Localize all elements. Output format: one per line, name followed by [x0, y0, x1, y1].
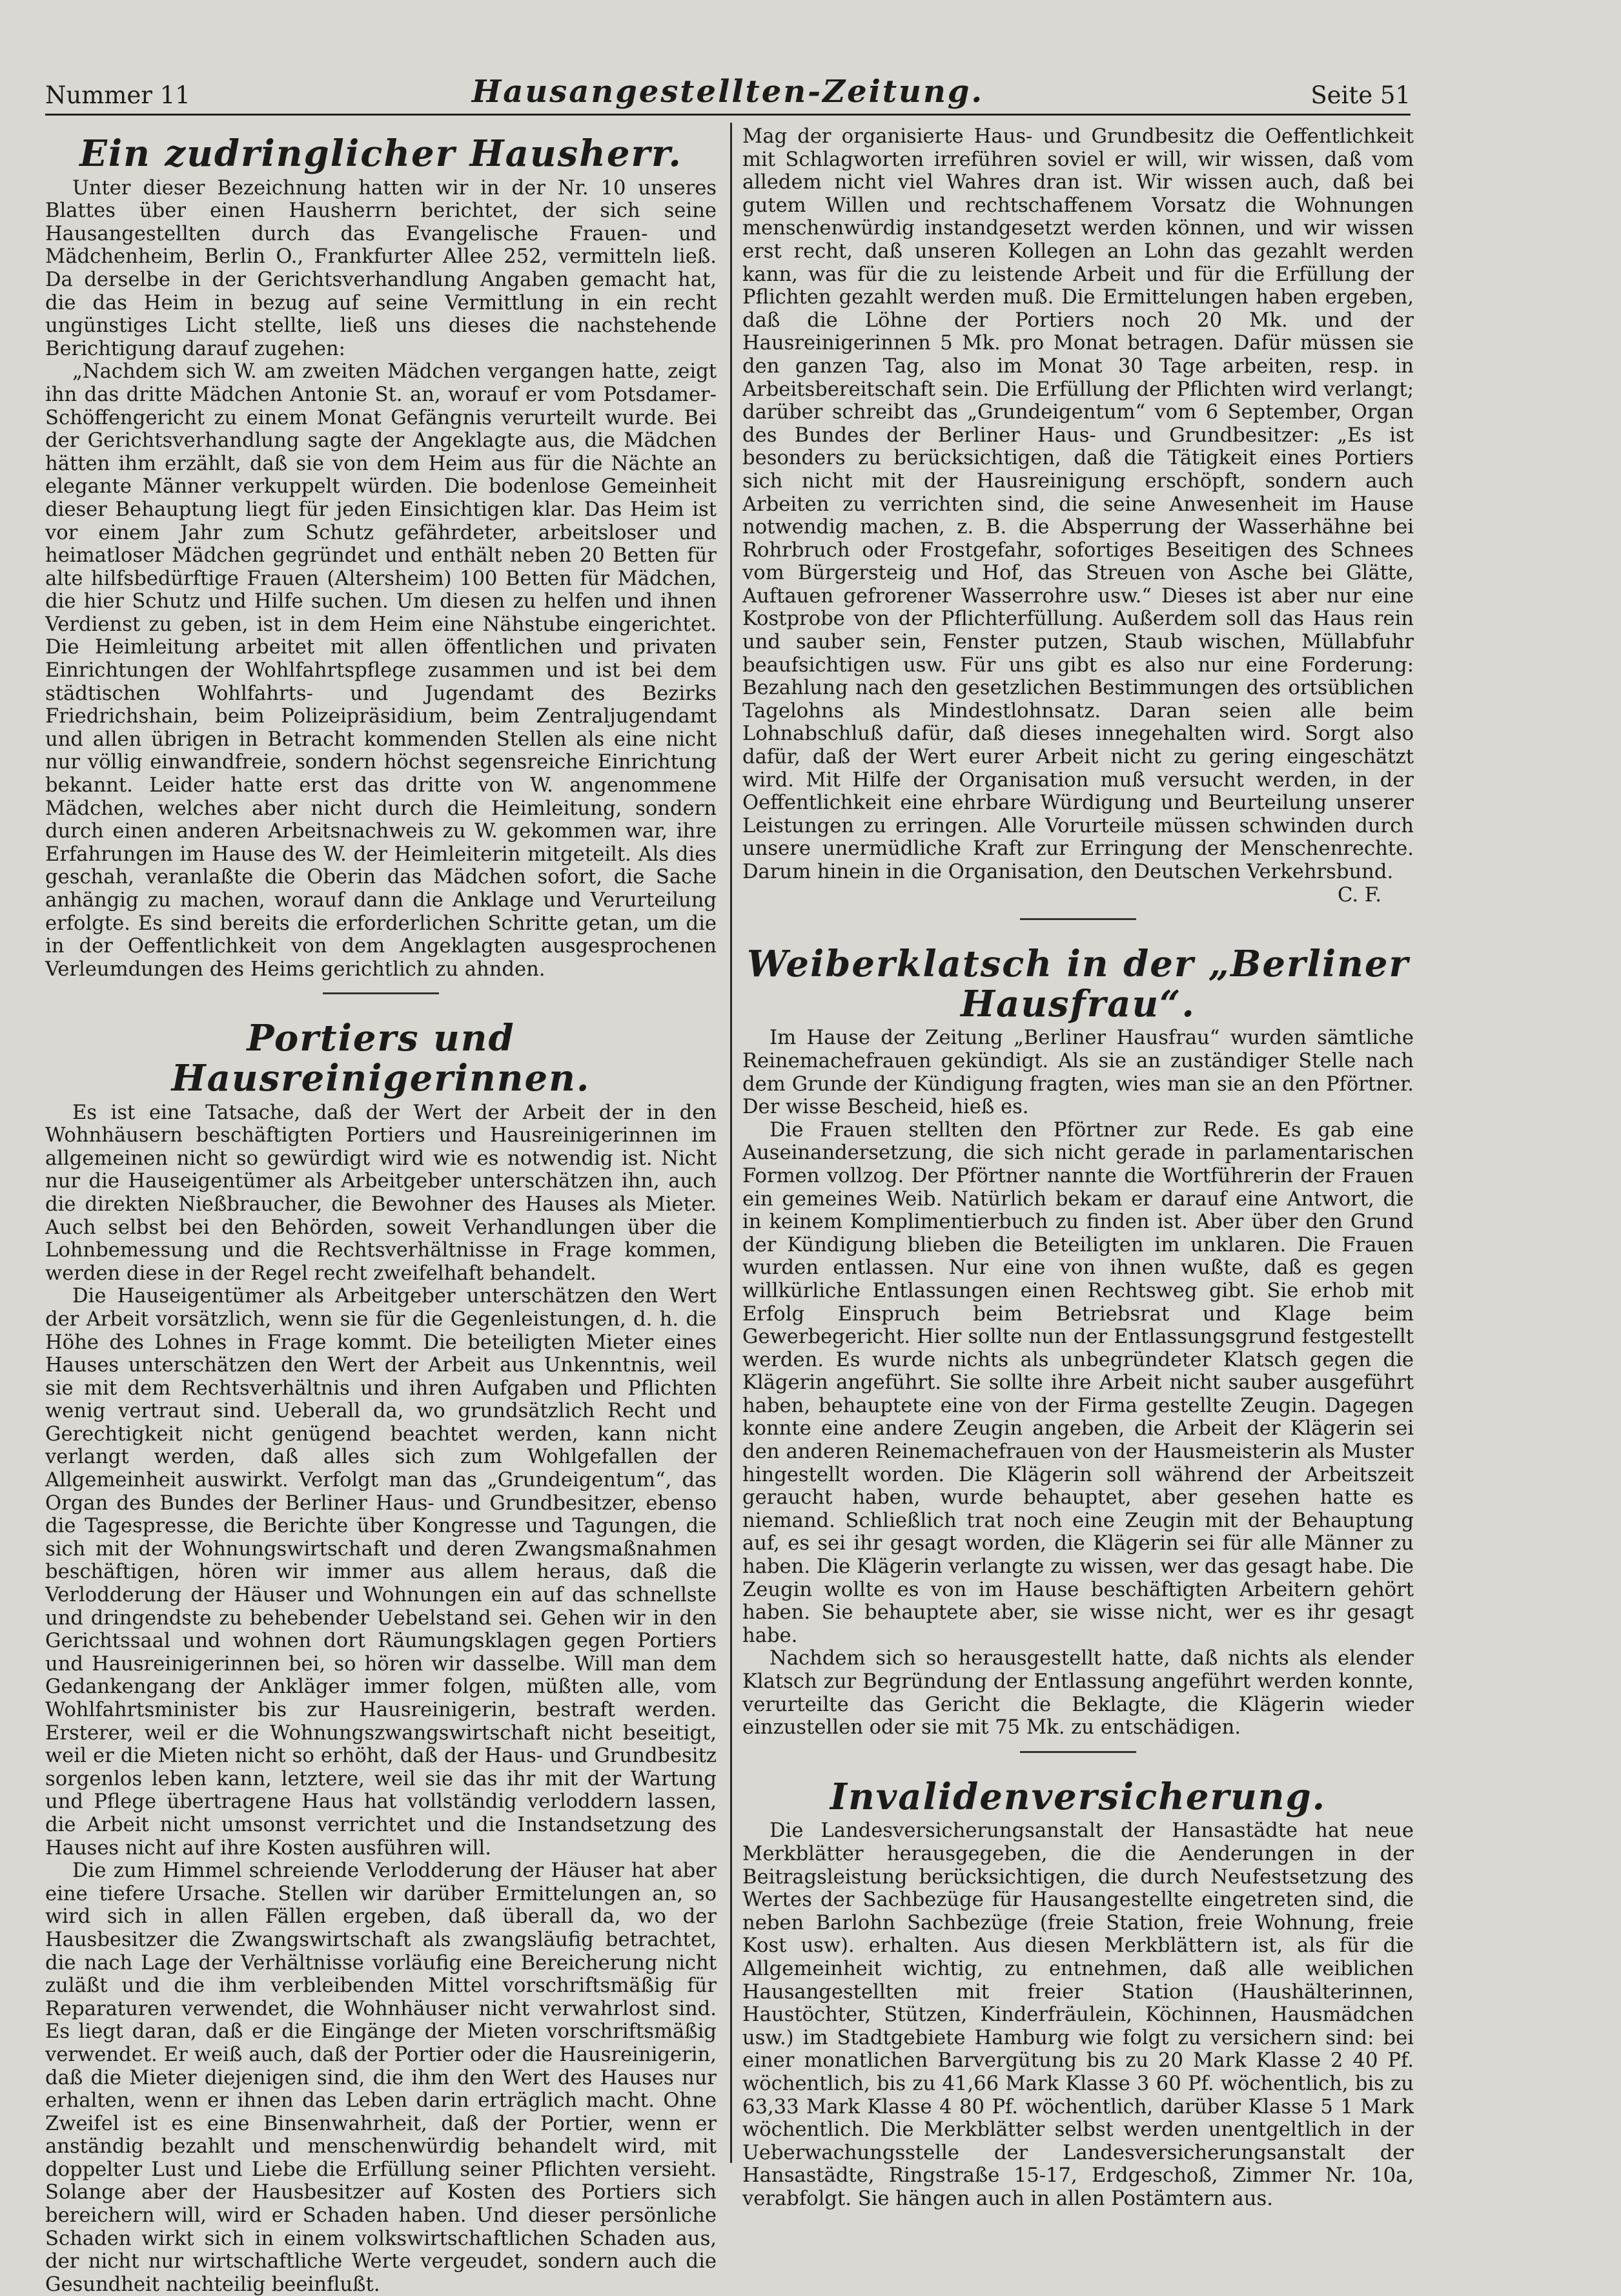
article-paragraph: Die Landesversicherungsanstalt der Hansastädte hat neue Merkblätter herausgegeben, die die Aenderungen in der Beitragsleistung berücksichtigen, die durch Neufestsetzung des Wertes der Sachbezüge für Hausangestellte eingetreten sind, die neben Barlohn Sachbezüge (freie Station, freie Wohnung, freie Kost usw). erhalten. Aus diesen Merkblättern ist, als für die Allgemeinheit wichtig, zu entnehmen, daß alle weiblichen Hausangestellten mit freier Station (Haushälterinnen, Haustöchter, Stützen, Kinderfräulein, Köchinnen, Hausmädchen usw.) im Stadtgebiete Hamburg wie folgt zu versichern sind: bei einer monatlichen Barvergütung bis zu 20 Mark Klasse 2 40 Pf. wöchentlich, bis zu 41,66 Mark Klasse 3 60 Pf. wöchentlich, bis zu 63,33 Mark Klasse 4 80 Pf. wöchentlich, darüber Klasse 5 1 Mark wöchentlich. Die Merkblätter selbst werden unentgeltlich in der Ueberwachungsstelle der Landesversicherungsanstalt der Hansastädte, Ringstraße 15-17, Erdgeschoß, Zimmer Nr. 10a, verabfolgt. Sie hängen auch in allen Postämtern aus. — [742, 1819, 1414, 2210]
newspaper-title: Hausangestellten-Zeitung. — [471, 74, 984, 110]
right-column — [742, 125, 1414, 2210]
article-paragraph: Unter dieser Bezeichnung hatten wir in der Nr. 10 unseres Blattes über einen Hausherrn berichtet, der sich seine Hausangestellten durch das Evangelische Frauen- und Mädchenheim, Berlin O., Frankfurter Allee 252, vermitteln ließ. Da derselbe in der Gerichtsverhandlung Angaben gemacht hat, die das Heim in bezug auf seine Vermittlung in ein recht ungünstiges Licht stellte, ließ uns dieses die nachstehende Berichtigung darauf zugehen: — [45, 176, 717, 360]
article-paragraph: „Nachdem sich W. am zweiten Mädchen vergangen hatte, zeigt ihn das dritte Mädchen Antonie St. an, worauf er vom Potsdamer-Schöffengericht zu einem Monat Gefängnis verurteilt wurde. Bei der Gerichtsverhandlung sagte der Angeklagte aus, die Mädchen hätten ihm erzählt, daß sie von dem Heim aus für die Nächte an elegante Männer verkuppelt würden. Die bodenlose Gemeinheit dieser Behauptung liegt für jeden Einsichtigen klar. Das Heim ist vor einem Jahr zum Schutz gefährdeter, arbeitsloser und heimatloser Mädchen gegründet und enthält neben 20 Betten für alte hilfsbedürftige Frauen (Altersheim) 100 Betten für Mädchen, die hier Schutz und Hilfe suchen. Um diesen zu helfen und ihnen Verdienst zu geben, ist in dem Heim eine Nähstube eingerichtet. Die Heimleitung arbeitet mit allen öffentlichen und privaten Einrichtungen der Wohlfahrtspflege zusammen und ist bei dem städtischen Wohlfahrts- und Jugendamt des Bezirks Friedrichshain, beim Polizeipräsidium, beim Zentraljugendamt und allen übrigen in Betracht kommenden Stellen als eine nicht nur völlig einwandfreie, sondern höchst segensreiche Einrichtung bekannt. Leider hatte erst das dritte von W. angenommene Mädchen, welches aber nicht durch die Heimleitung, sondern durch einen anderen Arbeitsnachweis zu W. gekommen war, ihre Erfahrungen im Hause des W. der Heimleiterin mitgeteilt. Als dies geschah, veranlaßte die Oberin das Mädchen sofort, die Sache anhängig zu machen, worauf dann die Anklage und Verurteilung erfolgte. Es sind bereits die erforderlichen Schritte getan, um die in der Oeffentlichkeit von dem Angeklagten ausgesprochenen Verleumdungen des Heims gerichtlich zu ahnden. — [45, 360, 717, 981]
article-paragraph: Es ist eine Tatsache, daß der Wert der Arbeit der in den Wohnhäusern beschäftigten Portiers und Hausreinigerinnen im allgemeinen nicht so gewürdigt wird wie es notwendig ist. Nicht nur die Hauseigentümer als Arbeitgeber unterschätzen ihn, auch die direkten Nießbraucher, die Bewohner des Hauses als Mieter. Auch selbst bei den Behörden, soweit Verhandlungen über die Lohnbemessung und die Rechtsverhältnisse in Frage kommen, werden diese in der Regel recht zweifelhaft behandelt. — [45, 1101, 717, 1285]
article-paragraph: Im Hause der Zeitung „Berliner Hausfrau“ wurden sämtliche Reinemachefrauen gekündigt. Als sie an zuständiger Stelle nach dem Grunde der Kündigung fragten, wies man sie an den Pförtner. Der wisse Bescheid, hieß es. — [742, 1027, 1414, 1119]
article-paragraph-continued: Mag der organisierte Haus- und Grundbesitz die Oeffentlichkeit mit Schlagworten irreführen soviel er will, wir wissen, daß vom alledem nicht viel Wahres dran ist. Wir wissen auch, daß bei gutem Willen und rechtschaffenem Vorsatz die Wohnungen menschenwürdig instandgesetzt werden können, und wir wissen erst recht, daß unseren Kollegen an Lohn das gezahlt werden kann, was für die zu leistende Arbeit und für die Erfüllung der Pflichten gezahlt werden muß. Die Ermittelungen haben ergeben, daß die Löhne der Portiers noch 20 Mk. und der Hausreinigerinnen 5 Mk. pro Monat betragen. Dafür müssen sie den ganzen Tag, also im Monat 30 Tage arbeiten, resp. in Arbeitsbereitschaft sein. Die Erfüllung der Pflichten wird verlangt; darüber schreibt das „Grundeigentum“ vom 6 September, Organ des Bundes der Berliner Haus- und Grundbesitzer: „Es ist besonders zu berücksichtigen, daß die Tätigkeit eines Portiers sich nicht mit der Hausreinigung erschöpft, sondern auch Arbeiten zu verrichten sind, die seine Anwesenheit im Hause notwendig machen, z. B. die Absperrung der Wasserhähne bei Rohrbruch oder Frostgefahr, sofortiges Beseitigen des Schnees vom Bürgersteig und Hof, das Streuen von Asche bei Glätte, Auftauen gefrorener Wasserrohre usw.“ Dieses ist aber nur eine Kostprobe von der Pflichterfüllung. Außerdem soll das Haus rein und sauber sein, Fenster putzen, Staub wischen, Müllabfuhr beaufsichtigen usw. Für uns gibt es also nur eine Forderung: Bezahlung nach den gesetzlichen Bestimmungen des ortsüblichen Tagelohns als Mindestlohnsatz. Daran seien alle beim Lohnabschluß dafür, daß dieses innegehalten wird. Sorgt also dafür, daß der Wert eurer Arbeit nicht zu gering eingeschätzt wird. Mit Hilfe der Organisation muß versucht werden, in der Oeffentlichkeit eine ehrbare Würdigung und Beurteilung unserer Leistungen zu erringen. Alle Vorurteile müssen schwinden durch unsere unermüdliche Kraft zur Erringung der Menschenrechte. Darum hinein in die Organisation, den Deutschen Verkehrsbund. — [742, 125, 1414, 883]
article-title-weiberklatsch: Weiberklatsch in der „Berliner Hausfrau“. — [747, 943, 1409, 1025]
article-signature: C. F. — [1338, 883, 1381, 907]
page-header — [45, 70, 1411, 115]
page-number: Seite 51 — [1310, 81, 1411, 109]
column-rule — [730, 123, 732, 2163]
article-paragraph: Die Hauseigentümer als Arbeitgeber unterschätzen den Wert der Arbeit vorsätzlich, wenn sie für die Gegenleistungen, d. h. die Höhe des Lohnes in Frage kommt. Die beteiligten Mieter eines Hauses unterschätzen den Wert der Arbeit aus Unkenntnis, weil sie mit dem Rechtsverhältnis und ihren Aufgaben und Pflichten wenig vertraut sind. Ueberall da, wo grundsätzlich Recht und Gerechtigkeit nicht genügend beachtet werden, kann nicht verlangt werden, daß alles sich zum Wohlgefallen der Allgemeinheit auswirkt. Verfolgt man das „Grundeigentum“, das Organ des Bundes der Berliner Haus- und Grundbesitzer, ebenso die Tagespresse, die Berichte über Kongresse und Tagungen, die sich mit der Wohnungswirtschaft und deren Zwangsmaßnahmen beschäftigen, hören wir immer aus allem heraus, daß die Verlodderung der Häuser und Wohnungen ein auf das schnellste und dringendste zu behebender Uebelstand sei. Gehen wir in den Gerichtssaal und wohnen dort Räumungsklagen gegen Portiers und Hausreinigerinnen bei, so hören wir dasselbe. Will man dem Gedankengang der Ankläger immer folgen, müßten alle, vom Wohlfahrtsminister bis zur Hausreinigerin, bestraft werden. Ersterer, weil er die Wohnungszwangswirtschaft nicht beseitigt, weil er die Mieten nicht so erhöht, daß der Haus- und Grundbesitz sorgenlos leben kann, letztere, weil sie das ihr mit der Wartung und Pflege übertragene Haus hat vollständig verloddern lassen, die Arbeit nicht umsonst verrichtet und die Instandsetzung des Hauses nicht auf ihre Kosten ausführen will. — [45, 1285, 717, 1860]
article-title-portiers: Portiers und Hausreinigerinnen. — [171, 1017, 591, 1100]
article-paragraph: Die Frauen stellten den Pförtner zur Rede. Es gab eine Auseinandersetzung, die sich nicht gerade in parlamentarischen Formen vollzog. Der Pförtner nannte die Wortführerin der Frauen ein gemeines Weib. Natürlich bekam er darauf eine Antwort, die in keinem Komplimentierbuch zu finden ist. Aber über den Grund der Kündigung blieben die Beteiligten im unklaren. Die Frauen wurden entlassen. Nur eine von ihnen wußte, daß es gegen willkürliche Entlassungen einen Rechtsweg gibt. Sie erhob mit Erfolg Einspruch beim Betriebsrat und Klage beim Gewerbegericht. Hier sollte nun der Entlassungsgrund festgestellt werden. Es wurde nichts als unbegründeter Klatsch gegen die Klägerin angeführt. Sie sollte ihre Arbeit nicht sauber ausgeführt haben, behauptete eine von der Firma gestellte Zeugin. Dagegen konnte eine andere Zeugin angeben, die Arbeit der Klägerin sei den anderen Reinemachefrauen von der Hausmeisterin als Muster hingestellt worden. Die Klägerin soll während der Arbeitszeit geraucht haben, wurde behauptet, aber gesehen hatte es niemand. Schließlich trat noch eine Zeugin mit der Behauptung auf, es sei ihr gesagt worden, die Klägerin sei für alle Männer zu haben. Die Klägerin verlangte zu wissen, wer das gesagt habe. Die Zeugin wollte es von im Hause beschäftigten Arbeitern gehört haben. Sie behauptete aber, sie wisse nicht, wer es ihr gesagt habe. — [742, 1118, 1414, 1647]
article-title-hausherr: Ein zudringlicher Hausherr. — [79, 132, 682, 175]
article-divider — [323, 992, 439, 994]
article-title-invalidenversicherung: Invalidenversicherung. — [830, 1775, 1327, 1818]
issue-number: Nummer 11 — [45, 81, 190, 109]
article-divider — [1020, 918, 1136, 920]
article-paragraph: Die zum Himmel schreiende Verlodderung der Häuser hat aber eine tiefere Ursache. Stellen wir darüber Ermittelungen an, so wird sich in allen Fällen ergeben, daß überall da, wo der Hausbesitzer die Zwangswirtschaft als zwangsläufig betrachtet, die nach Lage der Verhältnisse vorläufig eine Bereicherung nicht zuläßt und die ihm verbleibenden Mittel vorschriftsmäßig für Reparaturen verwendet, die Wohnhäuser nicht verwahrlost sind. Es liegt daran, daß er die Eingänge der Mieten vorschriftsmäßig verwendet. Er weiß auch, daß der Portier oder die Hausreinigerin, daß die Mieter diejenigen sind, die ihm den Wert des Hauses nur erhalten, wenn er ihnen das Leben darin erträglich macht. Ohne Zweifel ist es eine Binsenwahrheit, daß der Portier, wenn er anständig bezahlt und menschenwürdig behandelt wird, mit doppelter Lust und Liebe die Erfüllung seiner Pflichten versieht. Solange aber der Hausbesitzer auf Kosten des Portiers sich bereichern will, wird er Schaden haben. Und dieser persönliche Schaden wirkt sich in einem volkswirtschaftlichen Schaden aus, der nicht nur wirtschaftliche Werte vergeudet, sondern auch die Gesundheit nachteilig beeinflußt. — [45, 1860, 717, 2296]
header-rule — [45, 114, 1411, 116]
article-divider — [1020, 1751, 1136, 1753]
left-column — [45, 125, 717, 2296]
article-paragraph: Nachdem sich so herausgestellt hatte, daß nichts als elender Klatsch zur Begründung der Entlassung angeführt werden konnte, verurteilte das Gericht die Beklagte, die Klägerin wieder einzustellen oder sie mit 75 Mk. zu entschädigen. — [742, 1647, 1414, 1739]
